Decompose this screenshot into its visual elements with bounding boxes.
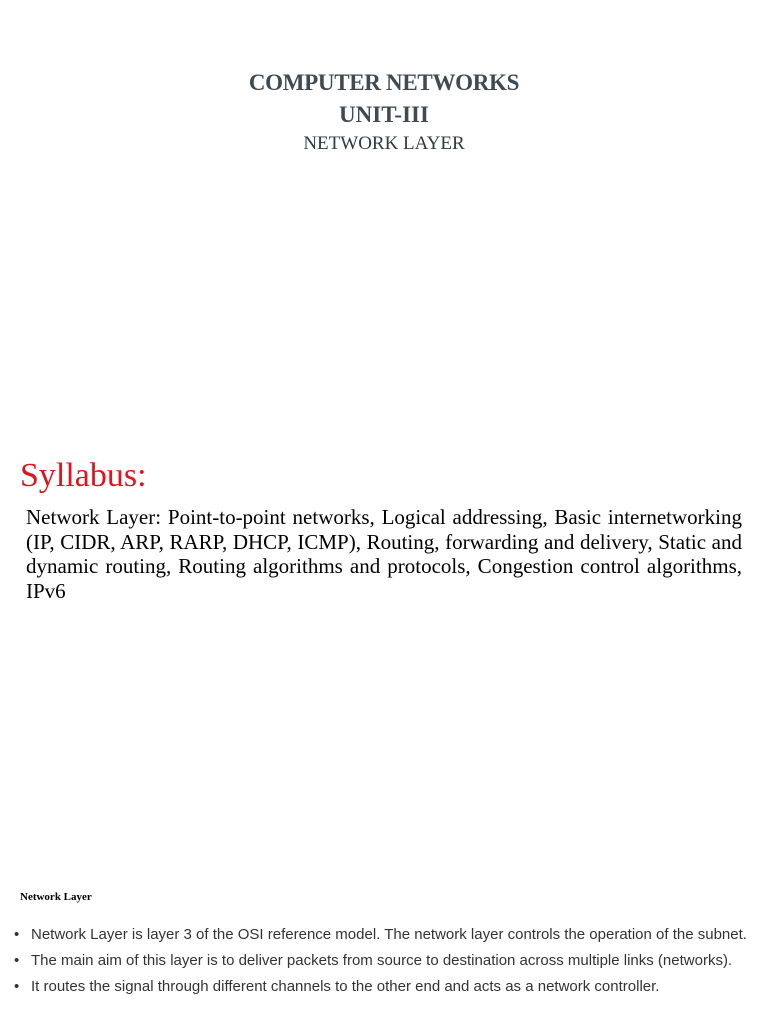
network-layer-bullet-list bbox=[14, 926, 752, 1004]
list-item bbox=[14, 952, 752, 969]
network-layer-heading: Network Layer bbox=[20, 891, 92, 903]
list-item bbox=[14, 978, 752, 995]
bullet-icon: • bbox=[14, 978, 20, 995]
syllabus-heading: Syllabus: bbox=[20, 457, 147, 494]
bullet-icon: • bbox=[14, 952, 20, 969]
syllabus-body: Network Layer: Point-to-point networks, Logical addressing, Basic internetworking (IP, CIDR, ARP, RARP, DHCP, ICMP), Routing, forwarding and delivery, Static and dynamic routing, Routing algorithms and protocols, Congestion control algorithms, IPv6 bbox=[26, 505, 742, 603]
bullet-text: Network Layer is layer 3 of the OSI reference model. The network layer controls the operation of the subnet. bbox=[31, 926, 747, 943]
unit-subtitle: NETWORK LAYER bbox=[303, 133, 465, 154]
list-item bbox=[14, 926, 752, 943]
bullet-text: The main aim of this layer is to deliver packets from source to destination across multiple links (networks). bbox=[31, 952, 733, 969]
unit-title: UNIT-III bbox=[339, 102, 429, 127]
bullet-text: It routes the signal through different channels to the other end and acts as a network controller. bbox=[31, 978, 660, 995]
bullet-icon: • bbox=[14, 926, 20, 943]
course-title: COMPUTER NETWORKS bbox=[248, 70, 520, 95]
